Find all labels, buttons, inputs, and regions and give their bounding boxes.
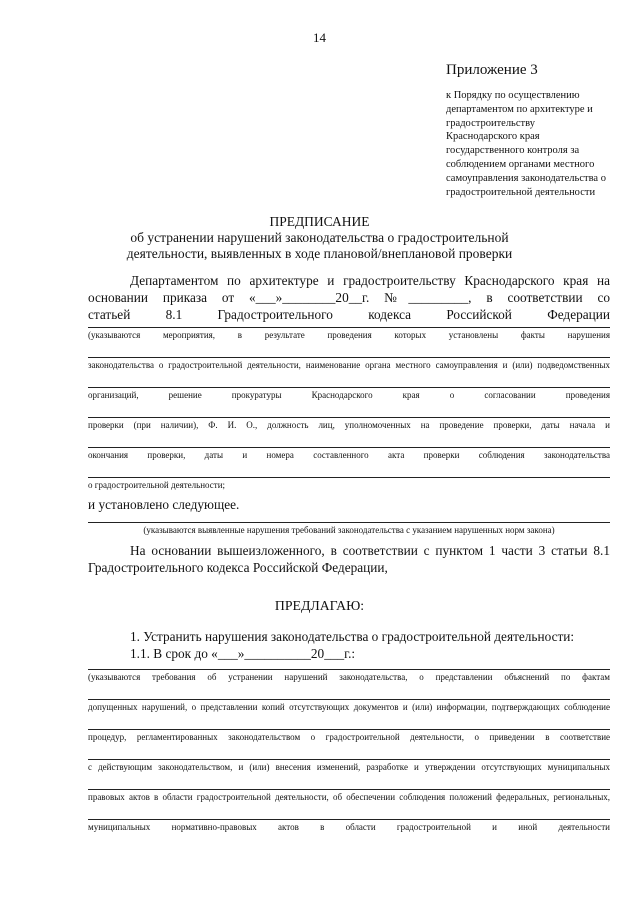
requirements-hint-line: процедур, регламентированных законодательством о градостроительной деятельности, о приведении в соответствие [88, 732, 610, 742]
fill-line [88, 759, 610, 760]
hint-line: организаций, решение прокуратуры Краснодарского края о согласовании проведения [88, 390, 610, 400]
page-number: 14 [313, 30, 326, 45]
fill-line [88, 387, 610, 388]
hint-line: (указываются мероприятия, в результате проведения которых установлены факты нарушения [88, 330, 610, 340]
hint-line: проверки (при наличии), Ф. И. О., должность лиц, уполномоченных на проведение проверки, даты начала и [88, 420, 610, 430]
requirements-hint-line: допущенных нарушений, о представлении копий отсутствующих документов и (или) информации, подтверждающих соблюдение [88, 702, 610, 712]
appendix-line: градостроительной деятельности [446, 186, 596, 198]
fill-line [88, 669, 610, 670]
fill-line [88, 477, 610, 478]
fill-line [88, 819, 610, 820]
appendix-line: департаментом по архитектуре и [446, 103, 593, 115]
fill-line [88, 699, 610, 700]
appendix-line: Краснодарского края [446, 131, 540, 143]
propose-heading: ПРЕДЛАГАЮ: [274, 598, 365, 613]
fill-line [88, 357, 610, 358]
hint-line: окончания проверки, даты и номера составленного акта проверки соблюдения законодательства [88, 450, 610, 460]
intro-line: статьей 8.1 Градостроительного кодекса Российской Федерации [88, 307, 610, 322]
appendix-line: градостроительству [446, 117, 535, 129]
hint-line: законодательства о градостроительной деятельности, наименование органа местного самоуправления и (или) подведомственных [88, 360, 610, 370]
intro-line: Департаментом по архитектуре и градостроительству Краснодарского края на [130, 273, 610, 288]
document-title: ПРЕДПИСАНИЕ [269, 214, 370, 229]
fill-line [88, 447, 610, 448]
fill-line [88, 789, 610, 790]
fill-line [88, 522, 610, 523]
fill-line [88, 729, 610, 730]
item-1: 1. Устранить нарушения законодательства о градостроительной деятельности: [130, 629, 575, 644]
appendix-reference [446, 89, 621, 199]
document-subtitle-line: деятельности, выявленных в ходе плановой/внеплановой проверки [126, 246, 513, 261]
requirements-hint-line: (указываются требования об устранении нарушений законодательства, о представлении объяснений по фактам [88, 672, 610, 682]
fill-line [88, 327, 610, 328]
appendix-line: соблюдением органами местного [446, 158, 595, 170]
fill-line [88, 417, 610, 418]
basis-line: На основании вышеизложенного, в соответствии с пунктом 1 части 3 статьи 8.1 [130, 543, 610, 558]
basis-line: Градостроительного кодекса Российской Федерации, [88, 560, 388, 575]
intro-line: основании приказа от «___»________20__г. №_________, в соответствии со [88, 290, 610, 305]
established-text: и установлено следующее. [88, 497, 240, 512]
requirements-hint-line: с действующим законодательством, и (или) внесения изменений, разработке и утверждении отсутствующих муниципальных [88, 762, 610, 772]
appendix-line: государственного контроля за [446, 145, 580, 157]
document-subtitle-line: об устранении нарушений законодательства о градостроительной [130, 230, 509, 245]
requirements-hint-line: правовых актов в области градостроительной деятельности, об обеспечении соблюдения положений федеральных, региональных, [88, 792, 610, 802]
appendix-line: самоуправления законодательства о [446, 172, 606, 184]
hint-line: о градостроительной деятельности; [88, 480, 226, 490]
appendix-title: Приложение 3 [446, 62, 538, 78]
item-1-1: 1.1. В срок до «___»__________20___г.: [130, 646, 356, 661]
violations-hint: (указываются выявленные нарушения требований законодательства с указанием нарушенных норм закона) [143, 525, 555, 535]
appendix-line: к Порядку по осуществлению [446, 90, 580, 101]
requirements-hint-line: муниципальных нормативно-правовых актов в области градостроительной и иной деятельности [88, 822, 610, 832]
